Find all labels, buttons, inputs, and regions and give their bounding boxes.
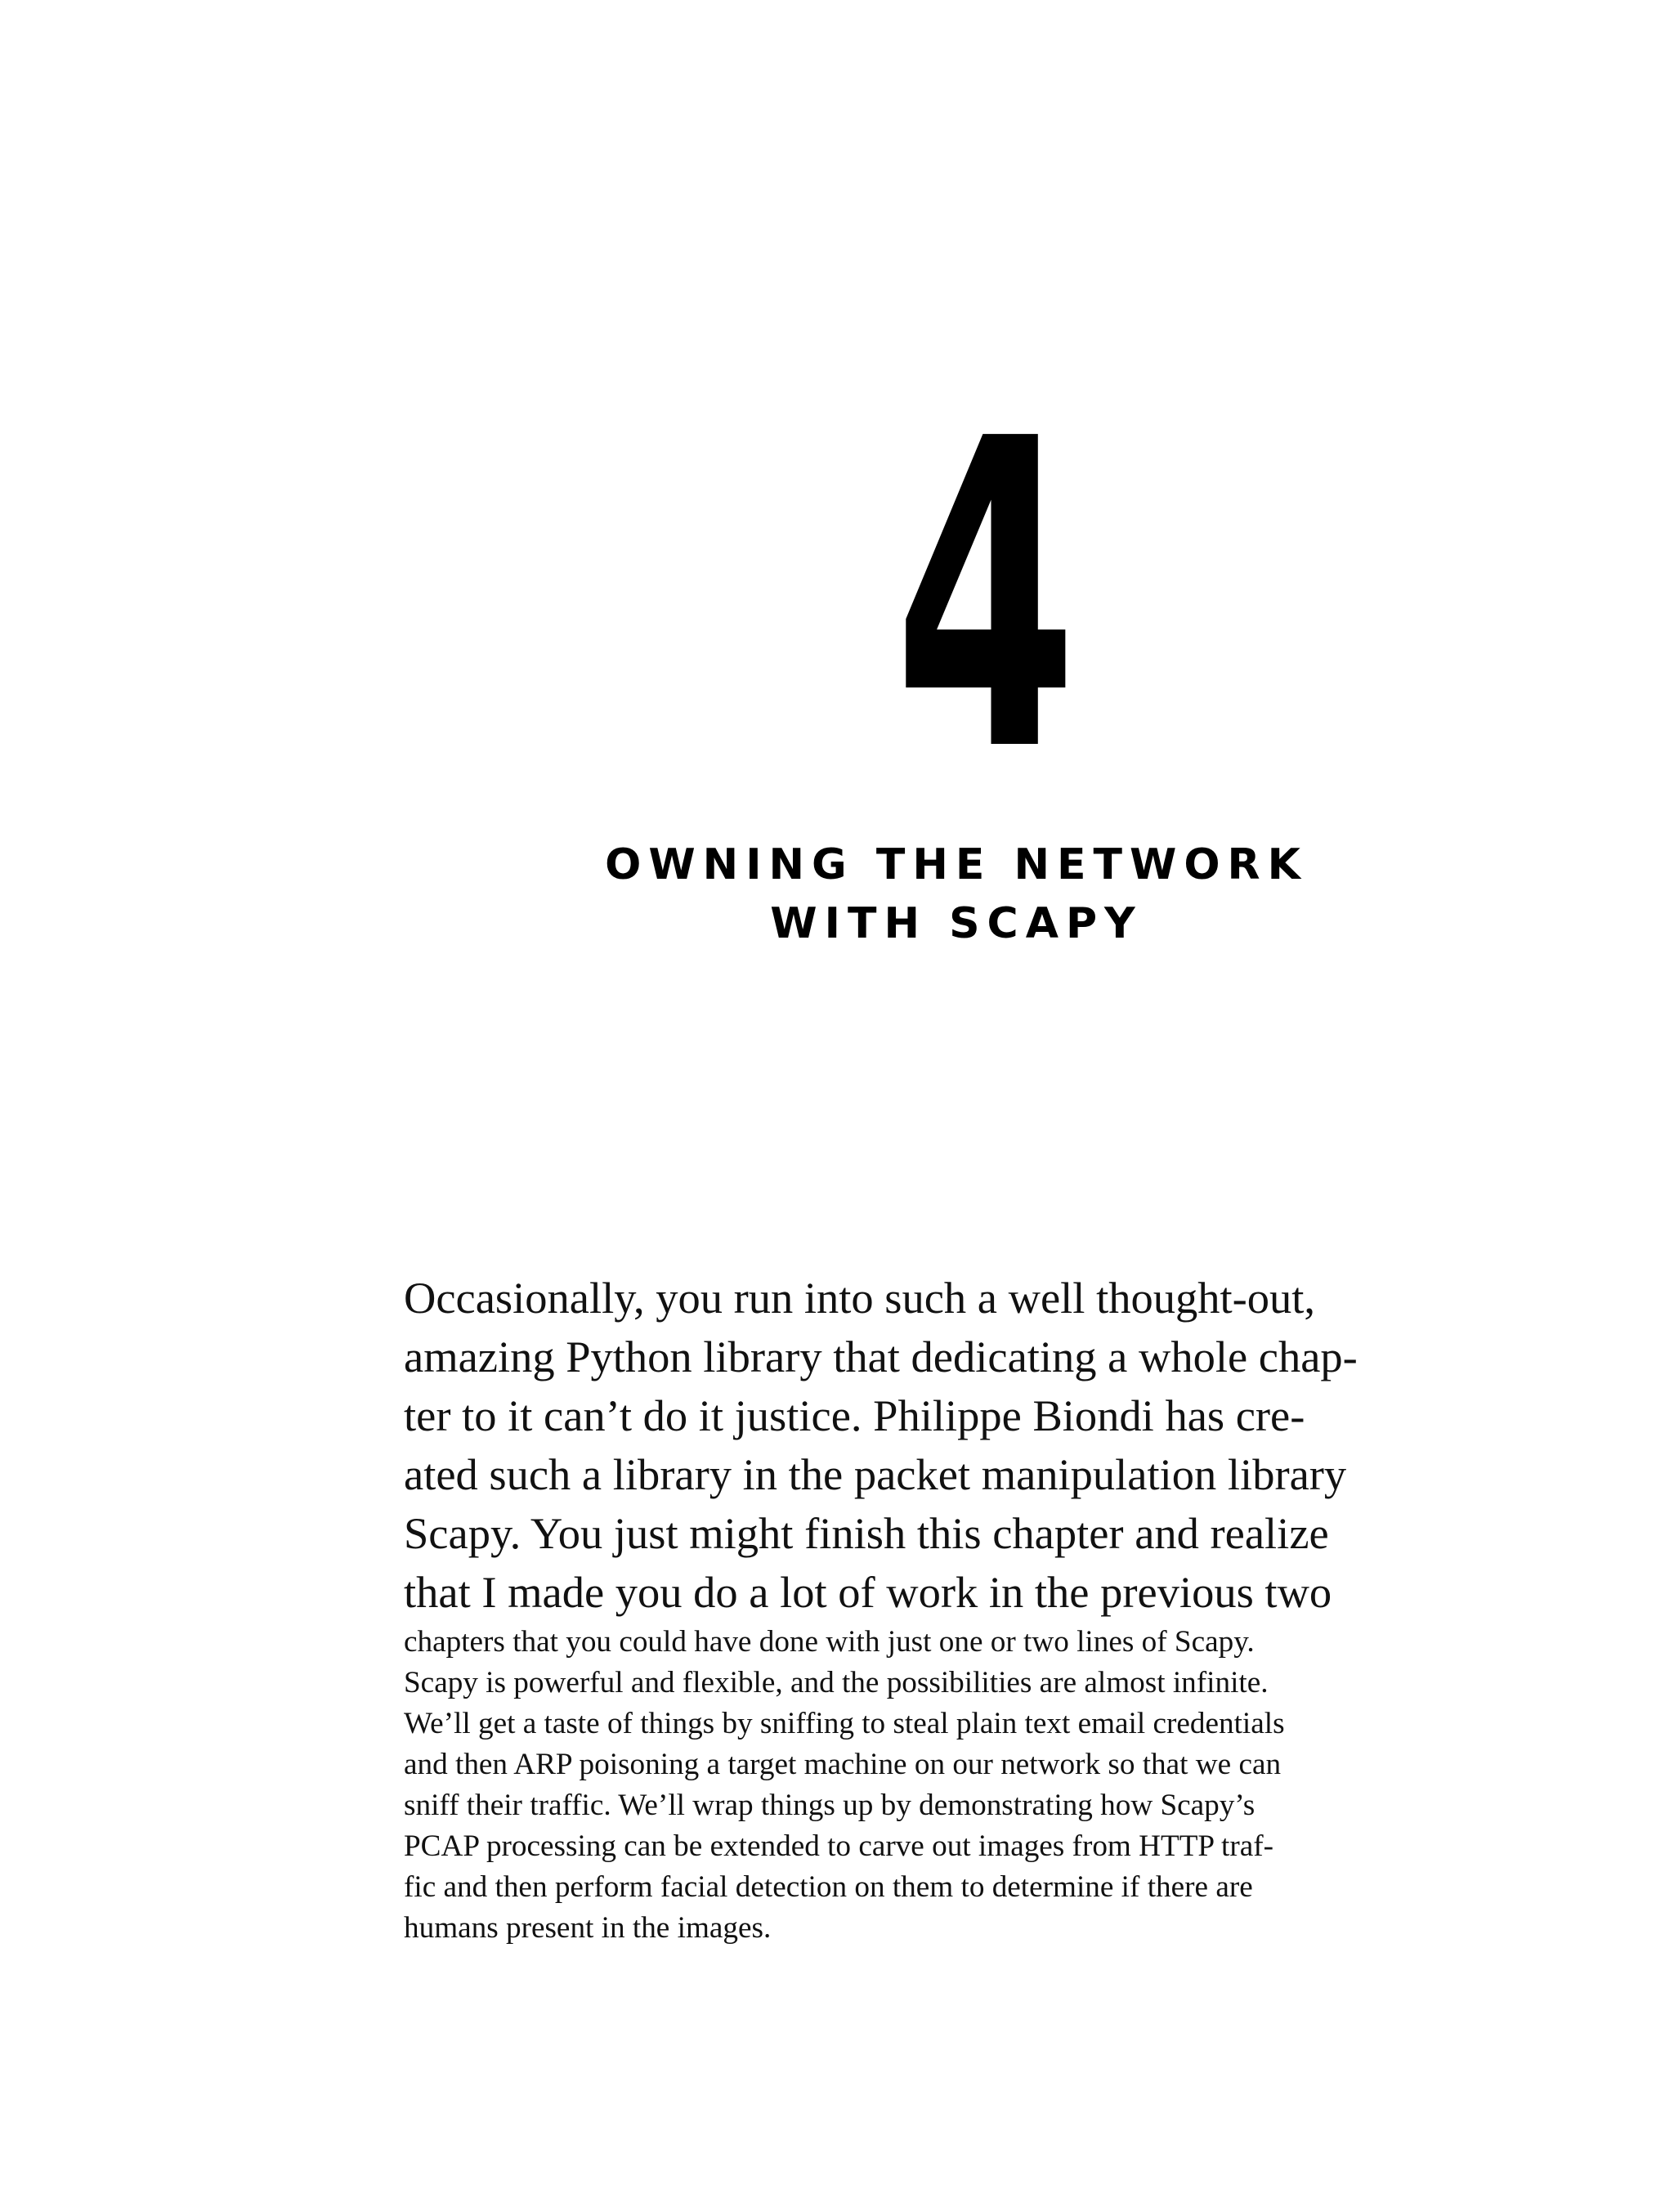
- intro-body-paragraph: [404, 1622, 1483, 1949]
- intro-lead-line: amazing Python library that dedicating a whole chap-: [404, 1332, 1358, 1381]
- intro-body-line: chapters that you could have done with just one or two lines of Scapy.: [404, 1625, 1255, 1659]
- chapter-title-line-2: WITH SCAPY: [770, 899, 1143, 948]
- intro-body-line: sniff their traffic. We’ll wrap things up by demonstrating how Scapy’s: [404, 1789, 1256, 1822]
- intro-lead-line: Occasionally, you run into such a well thought-out,: [404, 1273, 1316, 1323]
- intro-body-line: PCAP processing can be extended to carve out images from HTTP traf-: [404, 1829, 1274, 1863]
- intro-body-line: fic and then perform facial detection on them to determine if there are: [404, 1870, 1253, 1904]
- intro-body-line: Scapy is powerful and flexible, and the possibilities are almost infinite.: [404, 1666, 1269, 1699]
- intro-lead-line: Scapy. You just might finish this chapter and realize: [404, 1508, 1329, 1558]
- chapter-title: [474, 835, 1439, 953]
- intro-lead-line: ter to it can’t do it justice. Philippe Biondi has cre-: [404, 1390, 1305, 1440]
- chapter-title-line-1: OWNING THE NETWORK: [605, 840, 1308, 889]
- intro-body-line: We’ll get a taste of things by sniffing to steal plain text email credentials: [404, 1707, 1285, 1740]
- intro-lead-line: ated such a library in the packet manipulation library: [404, 1449, 1347, 1499]
- intro-lead-line: that I made you do a lot of work in the previous two: [404, 1567, 1332, 1617]
- intro-body-line: and then ARP poisoning a target machine on our network so that we can: [404, 1748, 1282, 1781]
- chapter-number: 4: [893, 349, 1072, 844]
- intro-lead-paragraph: [404, 1269, 1483, 1622]
- intro-body-line: humans present in the images.: [404, 1911, 772, 1945]
